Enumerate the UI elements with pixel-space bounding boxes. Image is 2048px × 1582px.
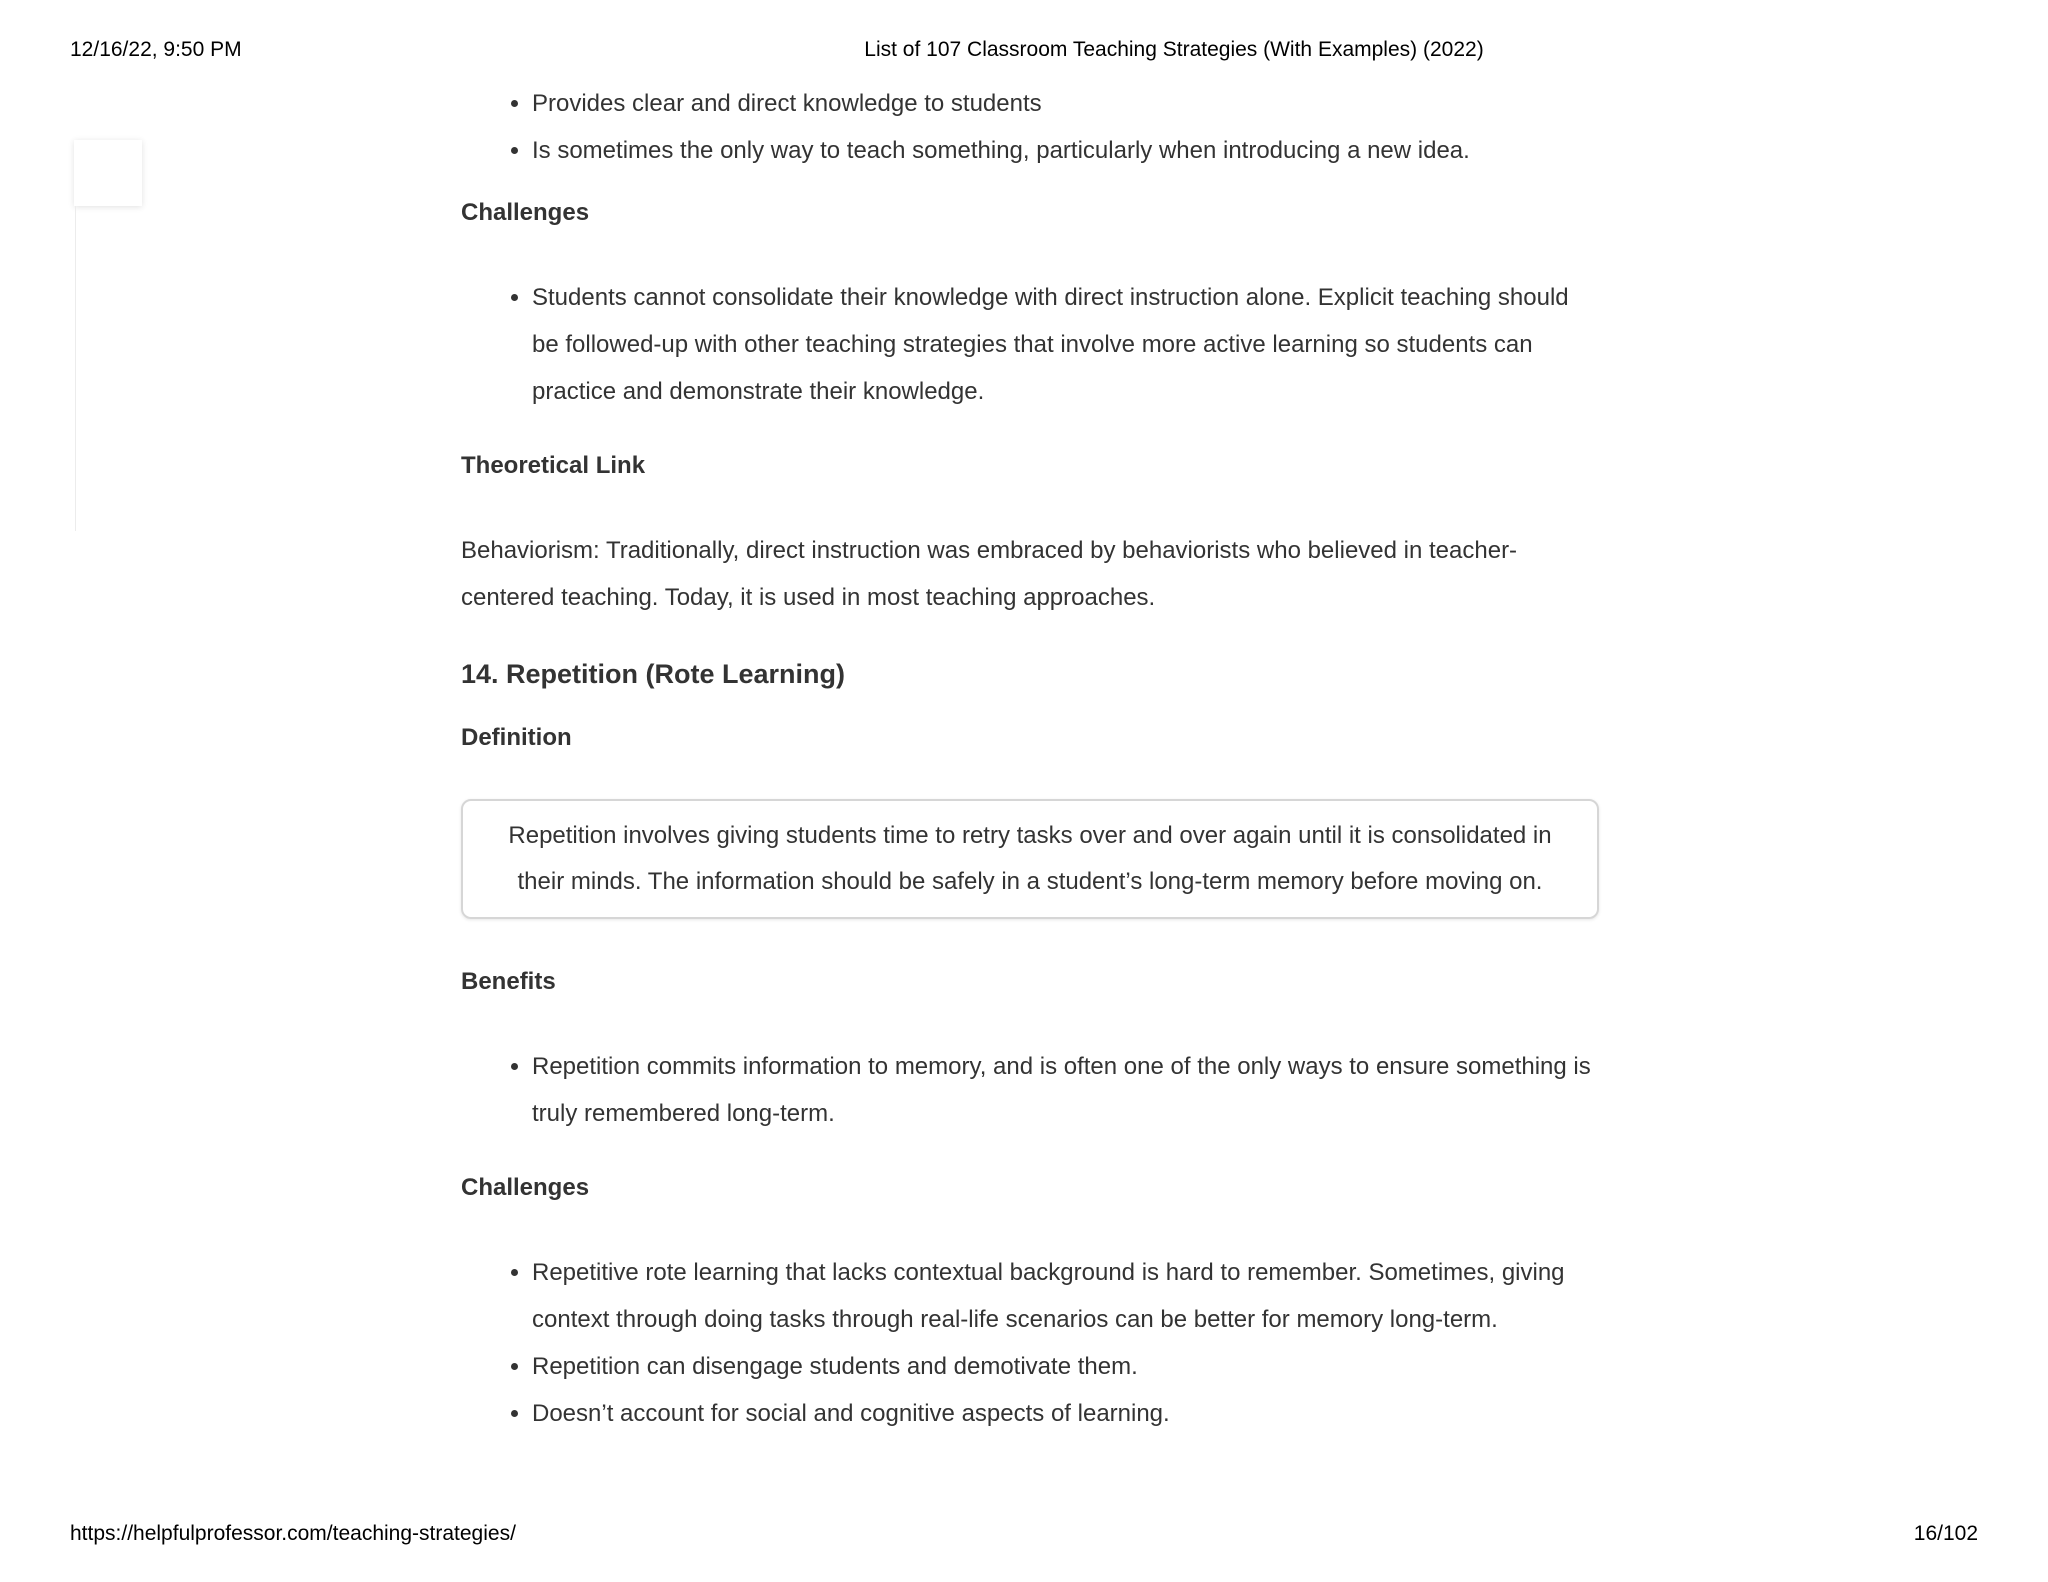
list-item: • Repetition can disengage students and demotivate them. (532, 1343, 1599, 1390)
section-title: 14. Repetition (Rote Learning) (461, 659, 846, 689)
benefits-list (461, 1043, 1599, 1137)
list-item: • Repetitive rote learning that lacks contextual background is hard to remember. Sometimes, giving context through doing tasks through real-life scenarios can be better for memory long-term. (532, 1249, 1599, 1343)
challenges-heading: Challenges (461, 199, 590, 226)
list-item: • Doesn’t account for social and cognitive aspects of learning. (532, 1390, 1599, 1437)
page-url: https://helpfulprofessor.com/teaching-strategies/ (70, 1522, 516, 1545)
definition-text: Repetition involves giving students time to retry tasks over and over again until it is consolidated in their minds. The information should be safely in a student’s long-term memory before moving on. (508, 822, 1552, 895)
definition-box (461, 799, 1599, 919)
list-item: • Provides clear and direct knowledge to students (532, 80, 1599, 127)
challenges-list (461, 274, 1599, 415)
list-item: • Is sometimes the only way to teach something, particularly when introducing a new idea. (532, 127, 1599, 174)
benefits-heading: Benefits (461, 968, 556, 995)
print-page-title: List of 107 Classroom Teaching Strategies (With Examples) (2022) (864, 38, 1484, 61)
print-datetime: 12/16/22, 9:50 PM (70, 38, 242, 61)
list-item: • Repetition commits information to memory, and is often one of the only ways to ensure something is truly remembered long-term. (532, 1043, 1599, 1137)
print-footer (70, 1522, 1978, 1552)
print-header (70, 38, 1978, 68)
theoretical-link-heading: Theoretical Link (461, 452, 646, 479)
benefits-list (461, 80, 1599, 174)
page-number: 16/102 (1913, 1522, 1978, 1545)
challenges-list (461, 1249, 1599, 1437)
challenges-heading: Challenges (461, 1174, 590, 1201)
theoretical-link-text: Behaviorism: Traditionally, direct instruction was embraced by behaviorists who believed in teacher-centered teaching. Today, it is used in most teaching approaches. (461, 537, 1518, 611)
definition-heading: Definition (461, 724, 572, 751)
article-content (461, 80, 1599, 1437)
sidebar-divider (75, 206, 76, 531)
list-item: • Students cannot consolidate their knowledge with direct instruction alone. Explicit teaching should be followed-up with other teaching strategies that involve more active learning so students can practice and demonstrate their knowledge. (532, 274, 1599, 415)
floating-widget[interactable] (74, 140, 142, 206)
